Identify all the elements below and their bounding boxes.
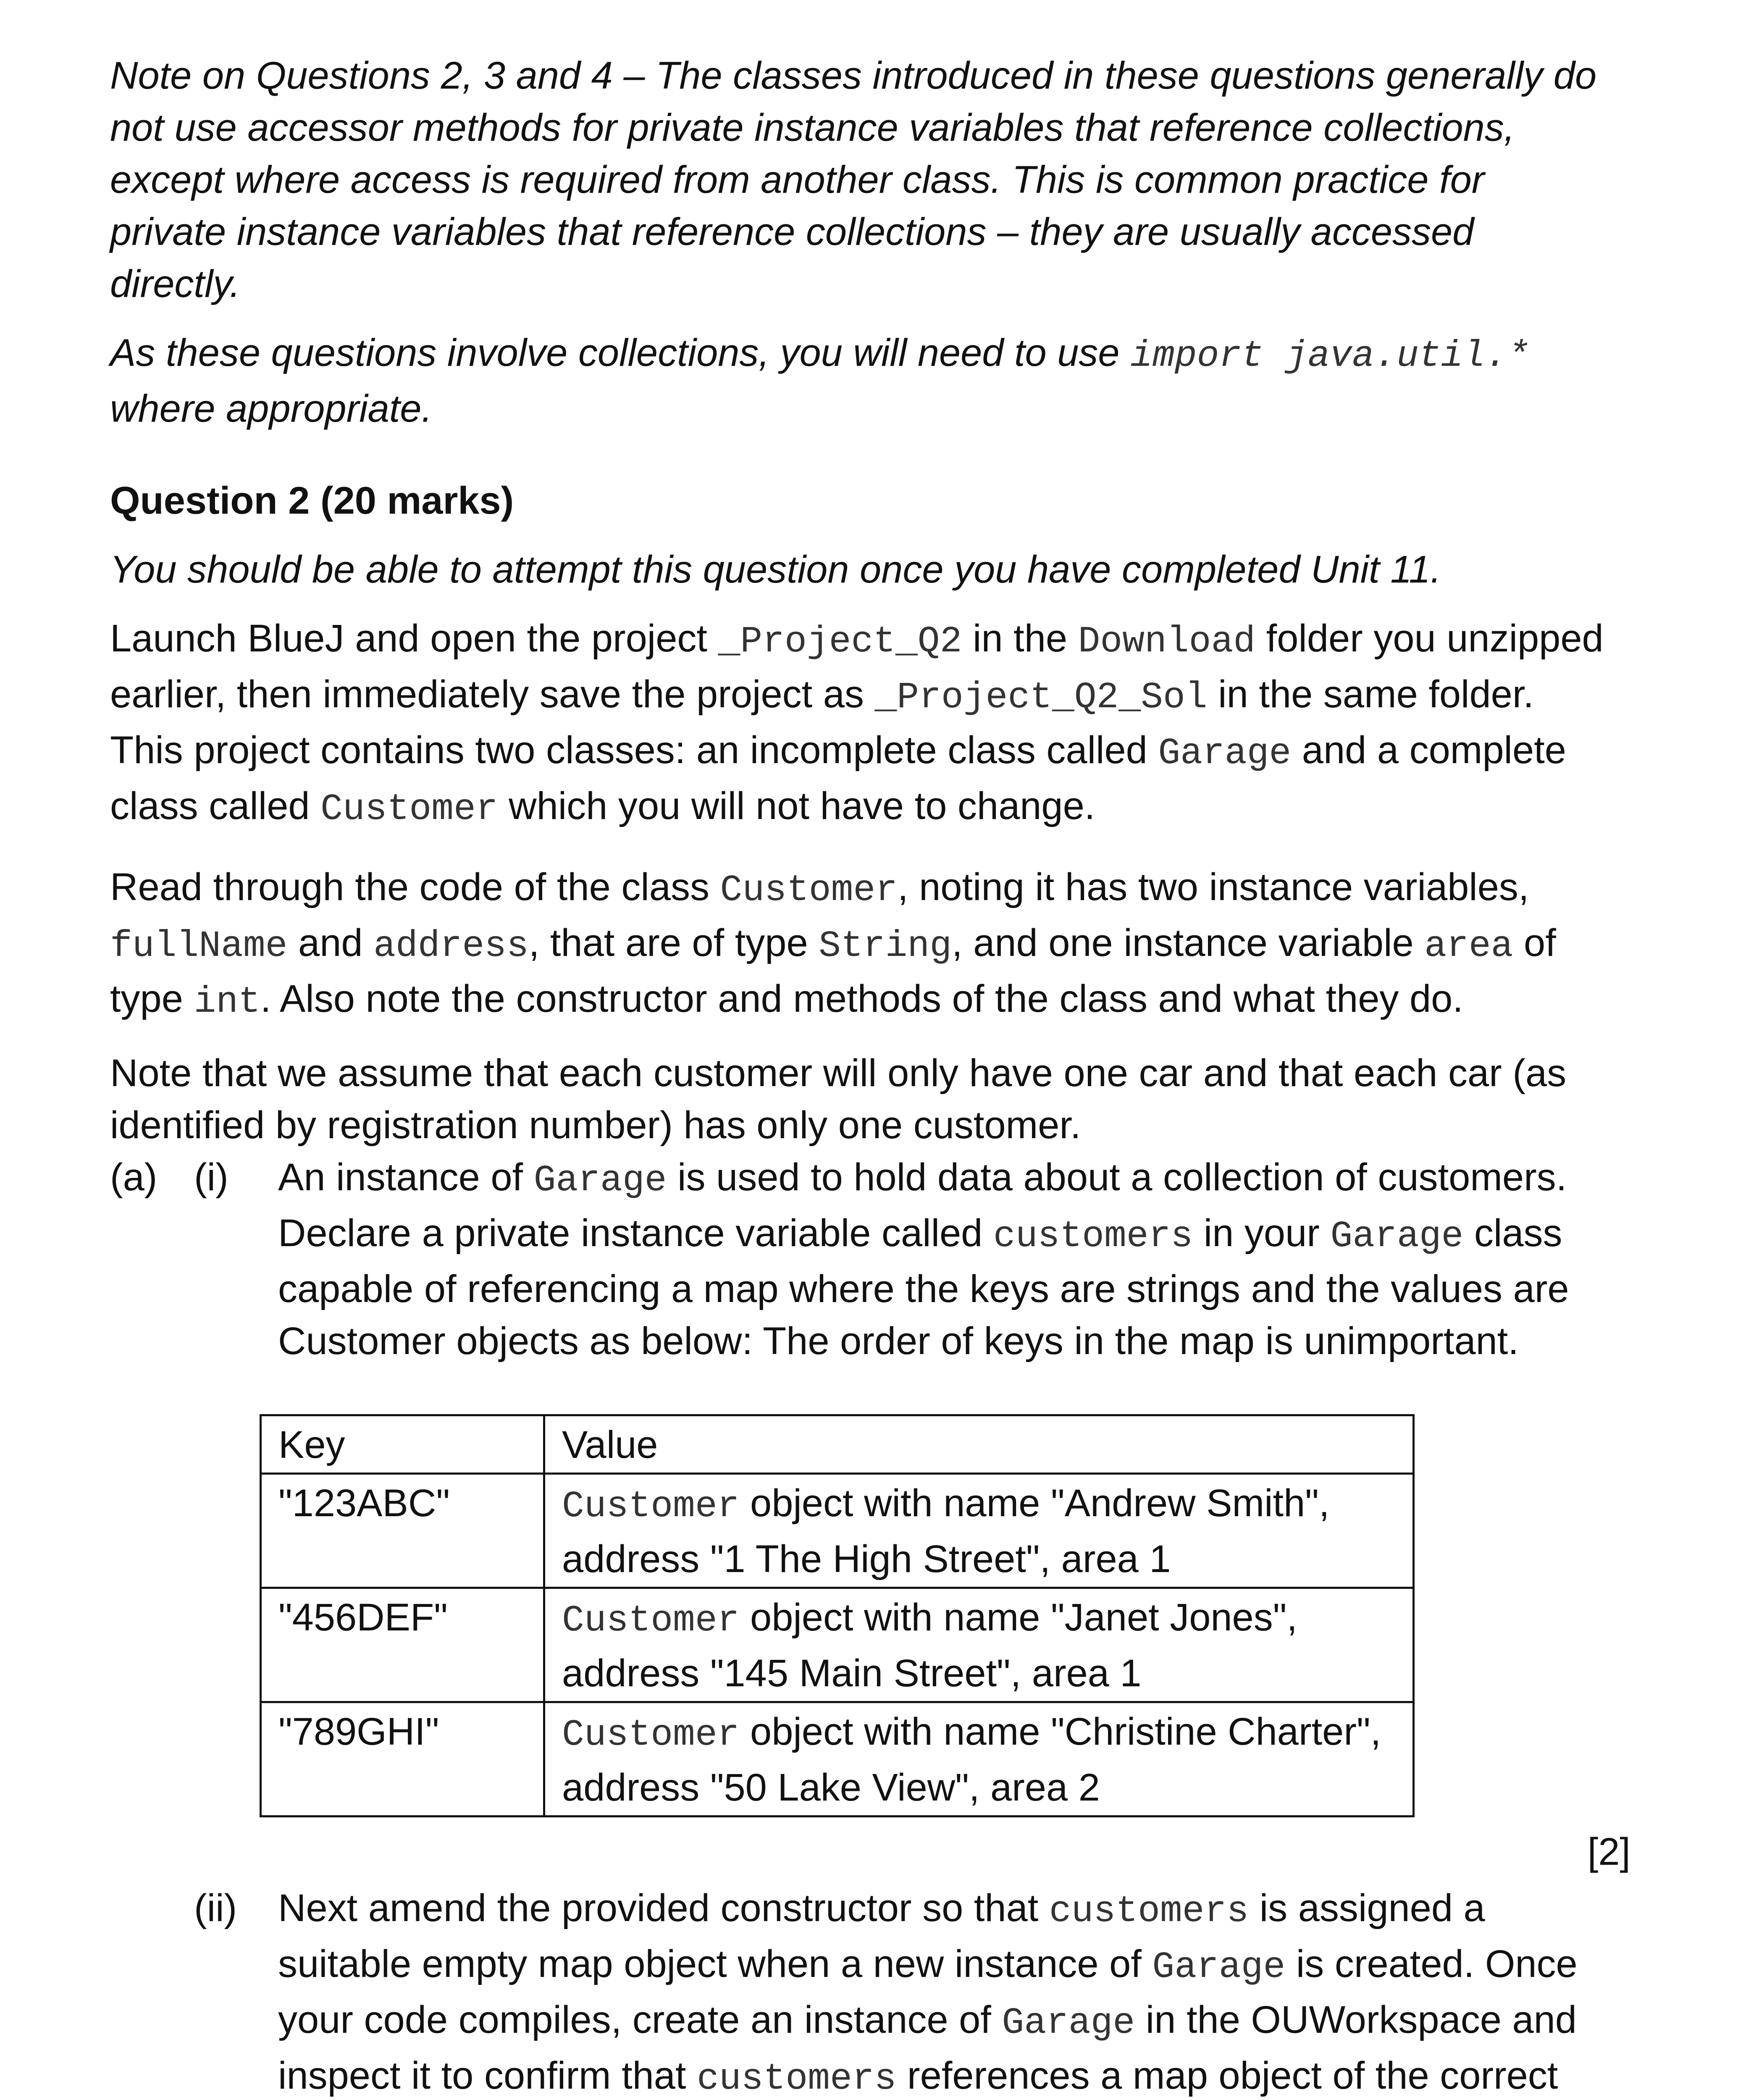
table-row (261, 1588, 1414, 1702)
assumption-note: Note that we assume that each customer will only have one car and that each car (as identified by registration number) has only one customer. (110, 1052, 1567, 1147)
note-paragraph: Note on Questions 2, 3 and 4 – The classes introduced in these questions generally do not use accessor methods for private instance variables that reference collections, except where access is required from another class. This is common practice for private instance variables that reference collections – they are usually accessed directly. (110, 54, 1597, 305)
note-text-end: where appropriate. (110, 387, 433, 430)
table-header-row (261, 1415, 1414, 1474)
customer-class-description: Read through the code of the class Customer, noting it has two instance variables, fullName and address, that are of type String, and one instance variable area of type int. Also note the constructor and methods of the class and what they do. (110, 866, 1556, 1023)
table-cell-value: Customer object with name "Christine Charter", address "50 Lake View", area 2 (544, 1702, 1414, 1816)
part-a-ii (110, 1882, 1605, 2100)
part-i-text: An instance of Garage is used to hold data about a collection of customers. Declare a private instance variable called customers in your Garage class capable of referencing a map where the keys are strings and the values are Customer objects as below: The order of keys in the map is unimportant. (278, 1156, 1569, 1362)
part-ii-text: Next amend the provided constructor so that customers is assigned a suitable empty map object when a new instance of Garage is created. Once your code compiles, create an instance of Garage in the OUWorkspace and inspect it to confirm that customers references a map object of the correct (278, 1887, 1578, 2100)
table-cell-key: "123ABC" (261, 1474, 544, 1588)
prerequisite-note: You should be able to attempt this question once you have completed Unit 11. (110, 548, 1441, 591)
table-cell-key: "789GHI" (261, 1702, 544, 1816)
part-a-label: (a) (110, 1156, 158, 1199)
table-row (261, 1474, 1414, 1588)
customer-map-table (260, 1414, 1415, 1817)
collections-note (110, 327, 1605, 435)
part-a-i (110, 1151, 1605, 1367)
table-header-value: Value (544, 1415, 1414, 1474)
table-header-key: Key (261, 1415, 544, 1474)
note-text: As these questions involve collections, you will need to use (110, 331, 1131, 374)
table-cell-value: Customer object with name "Janet Jones", address "145 Main Street", area 1 (544, 1588, 1414, 1702)
question-heading: Question 2 (20 marks) (110, 479, 514, 522)
marks-label: [2] (1587, 1830, 1630, 1873)
import-code: import java.util.* (1130, 336, 1530, 377)
part-ii-label: (ii) (194, 1887, 237, 1929)
table-cell-key: "456DEF" (261, 1588, 544, 1702)
table-cell-value: Customer object with name "Andrew Smith", address "1 The High Street", area 1 (544, 1474, 1414, 1588)
part-i-label: (i) (194, 1156, 228, 1199)
table-row (261, 1702, 1414, 1816)
part-i-marks-row (110, 1826, 1630, 1878)
document-page (110, 50, 1630, 2100)
launch-instructions: Launch BlueJ and open the project _Project_Q2 in the Download folder you unzipped earlier, then immediately save the project as _Project_Q2_Sol in the same folder. This project contains two classes: an incomplete class called Garage and a complete class called Customer which you will not have to change. (110, 617, 1604, 830)
